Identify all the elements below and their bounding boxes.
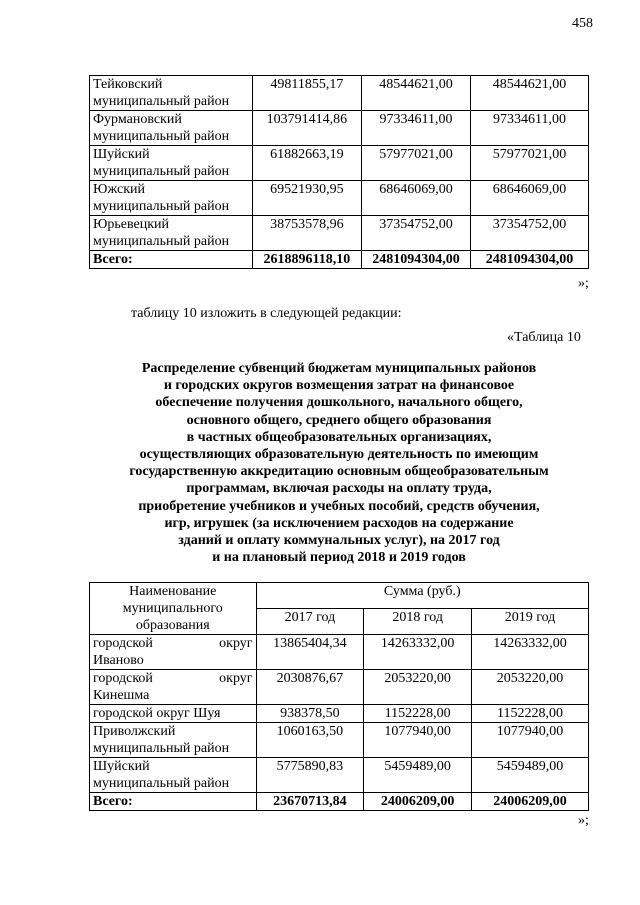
name-line: Иваново bbox=[93, 653, 144, 668]
value-cell: 14263332,00 bbox=[364, 635, 472, 670]
table-row bbox=[90, 723, 589, 758]
value-cell: 68646069,00 bbox=[471, 181, 589, 216]
title-line: государственную аккредитацию основным общеобразовательным bbox=[129, 464, 549, 480]
table-row bbox=[90, 76, 589, 111]
value-cell: 938378,50 bbox=[256, 705, 364, 723]
name-cell bbox=[90, 111, 253, 146]
page-number: 458 bbox=[572, 16, 593, 31]
title-line: игр, игрушек (за исключением расходов на содержание bbox=[164, 515, 514, 531]
total-value: 24006209,00 bbox=[472, 793, 589, 811]
value-cell: 1152228,00 bbox=[472, 705, 589, 723]
name-line: муниципальный район bbox=[93, 234, 230, 249]
table-row bbox=[90, 216, 589, 251]
value-cell: 103791414,86 bbox=[252, 111, 361, 146]
name-cell bbox=[90, 758, 257, 793]
value-cell: 5775890,83 bbox=[256, 758, 364, 793]
title-line: программам, включая расходы на оплату труда, bbox=[186, 481, 492, 497]
value-cell: 2053220,00 bbox=[364, 670, 472, 705]
name-line: Фурмановский bbox=[93, 112, 182, 127]
name-cell bbox=[90, 705, 257, 723]
title-line: в частных общеобразовательных организациях, bbox=[186, 429, 492, 445]
name-line: Шуйский bbox=[93, 147, 150, 162]
table-continuation bbox=[89, 75, 589, 269]
value-cell: 1152228,00 bbox=[364, 705, 472, 723]
name-line bbox=[93, 635, 253, 652]
value-cell: 37354752,00 bbox=[361, 216, 470, 251]
name-line: Тейковский bbox=[93, 77, 163, 92]
value-cell: 97334611,00 bbox=[361, 111, 470, 146]
name-line: муниципальный район bbox=[93, 199, 230, 214]
name-line: муниципальный район bbox=[93, 94, 230, 109]
total-label: Всего: bbox=[90, 793, 257, 811]
name-cell bbox=[90, 723, 257, 758]
title-line: зданий и оплату коммунальных услуг), на 2017 год bbox=[178, 533, 500, 549]
table-title bbox=[89, 360, 589, 566]
value-cell: 5459489,00 bbox=[364, 758, 472, 793]
table-10 bbox=[89, 582, 589, 811]
value-cell: 69521930,95 bbox=[252, 181, 361, 216]
value-cell: 49811855,17 bbox=[252, 76, 361, 111]
value-cell: 1077940,00 bbox=[472, 723, 589, 758]
value-cell: 48544621,00 bbox=[471, 76, 589, 111]
name-line: муниципальный район bbox=[93, 164, 230, 179]
name-part: городской bbox=[93, 671, 153, 686]
value-cell: 1060163,50 bbox=[256, 723, 364, 758]
title-line: основного общего, среднего общего образования bbox=[186, 412, 492, 428]
value-cell: 2053220,00 bbox=[472, 670, 589, 705]
value-cell: 61882663,19 bbox=[252, 146, 361, 181]
end-quote-mark: »; bbox=[578, 276, 589, 291]
name-part: городской bbox=[93, 636, 153, 651]
table-row bbox=[90, 635, 589, 670]
value-cell: 37354752,00 bbox=[471, 216, 589, 251]
header-name-col bbox=[90, 583, 257, 635]
total-value: 23670713,84 bbox=[256, 793, 364, 811]
value-cell: 14263332,00 bbox=[472, 635, 589, 670]
name-cell bbox=[90, 181, 253, 216]
name-cell bbox=[90, 635, 257, 670]
name-part: округ bbox=[219, 636, 253, 651]
header-line: муниципального bbox=[122, 601, 223, 616]
name-line: муниципальный район bbox=[93, 129, 230, 144]
header-year: 2018 год bbox=[364, 609, 472, 635]
total-value: 2618896118,10 bbox=[252, 251, 361, 269]
header-line: Наименование bbox=[129, 584, 217, 599]
header-row bbox=[90, 583, 589, 609]
name-line bbox=[93, 670, 253, 687]
value-cell: 68646069,00 bbox=[361, 181, 470, 216]
title-line: приобретение учебников и учебных пособий, средств обучения, bbox=[138, 498, 540, 514]
name-line: Южский bbox=[93, 182, 145, 197]
name-line: Шуйский bbox=[93, 759, 150, 774]
name-line: Кинешма bbox=[93, 688, 150, 703]
value-cell: 1077940,00 bbox=[364, 723, 472, 758]
value-cell: 2030876,67 bbox=[256, 670, 364, 705]
name-cell bbox=[90, 146, 253, 181]
header-year: 2019 год bbox=[472, 609, 589, 635]
name-line: муниципальный район bbox=[93, 776, 230, 791]
table-row bbox=[90, 111, 589, 146]
value-cell: 57977021,00 bbox=[361, 146, 470, 181]
table-row bbox=[90, 146, 589, 181]
table-reference: «Таблица 10 bbox=[507, 330, 581, 345]
end-quote-mark: »; bbox=[578, 813, 589, 828]
value-cell: 48544621,00 bbox=[361, 76, 470, 111]
name-line: муниципальный район bbox=[93, 741, 230, 756]
total-value: 2481094304,00 bbox=[361, 251, 470, 269]
total-label: Всего: bbox=[90, 251, 253, 269]
value-cell: 13865404,34 bbox=[256, 635, 364, 670]
name-line: Юрьевецкий bbox=[93, 217, 170, 232]
total-value: 2481094304,00 bbox=[471, 251, 589, 269]
amendment-text: таблицу 10 изложить в следующей редакции: bbox=[131, 306, 402, 321]
name-cell bbox=[90, 76, 253, 111]
title-line: и на плановый период 2018 и 2019 годов bbox=[212, 550, 466, 566]
name-cell bbox=[90, 216, 253, 251]
title-line: Распределение субвенций бюджетам муниципальных районов bbox=[141, 361, 537, 376]
table-row bbox=[90, 705, 589, 723]
value-cell: 97334611,00 bbox=[471, 111, 589, 146]
header-line: образования bbox=[135, 618, 210, 633]
table-row bbox=[90, 670, 589, 705]
value-cell: 5459489,00 bbox=[472, 758, 589, 793]
header-sum-col: Сумма (руб.) bbox=[256, 583, 588, 609]
total-value: 24006209,00 bbox=[364, 793, 472, 811]
total-row bbox=[90, 251, 589, 269]
name-line: городской округ Шуя bbox=[93, 706, 221, 721]
title-line: и городских округов возмещения затрат на финансовое bbox=[163, 378, 515, 394]
name-part: округ bbox=[219, 671, 253, 686]
name-line: Приволжский bbox=[93, 724, 176, 739]
title-line: обеспечение получения дошкольного, начального общего, bbox=[155, 395, 523, 411]
table-row bbox=[90, 758, 589, 793]
name-cell bbox=[90, 670, 257, 705]
title-line: осуществляющих образовательную деятельность по имеющим bbox=[139, 447, 539, 463]
value-cell: 38753578,96 bbox=[252, 216, 361, 251]
total-row bbox=[90, 793, 589, 811]
table-row bbox=[90, 181, 589, 216]
header-year: 2017 год bbox=[256, 609, 364, 635]
value-cell: 57977021,00 bbox=[471, 146, 589, 181]
